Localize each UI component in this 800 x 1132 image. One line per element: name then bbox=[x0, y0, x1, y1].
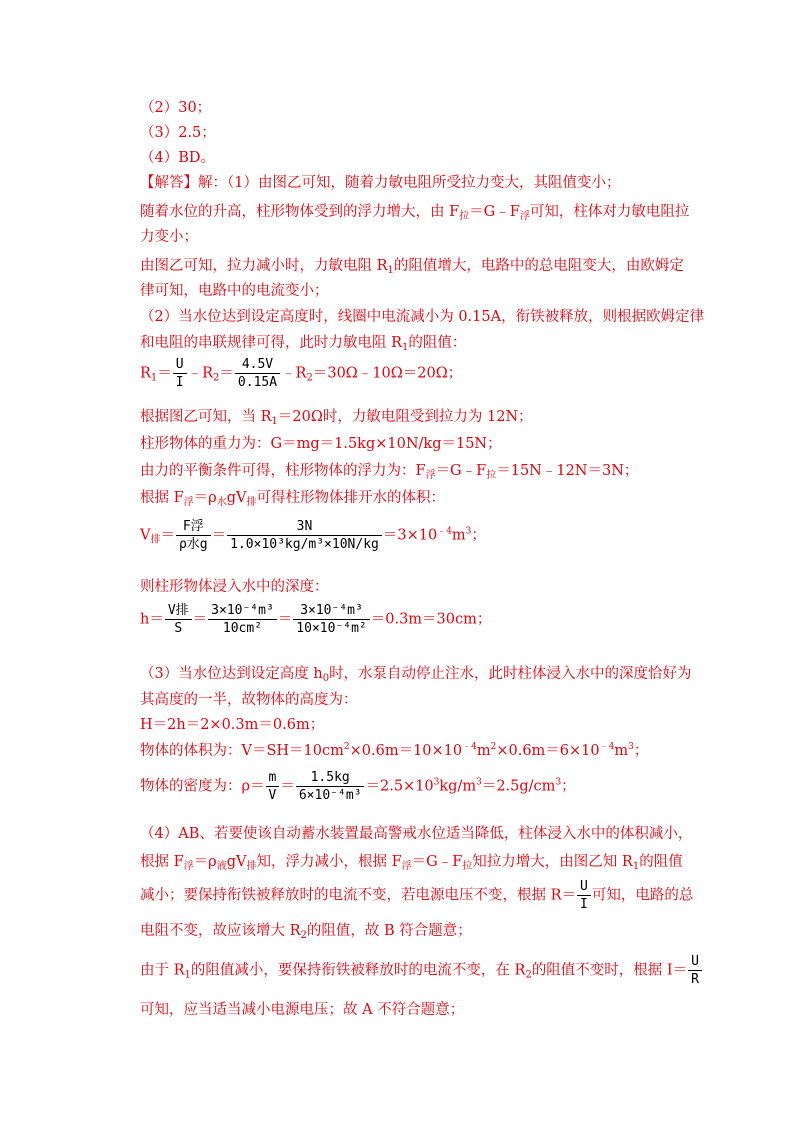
formula-r1: $R_1=$ $\frac{U}{I}$ $﹣R_2=$ $\frac{4.5V}{0.15A}$ $﹣R_2=30\Omega﹣10\Omega=20\Omega$； bbox=[140, 357, 463, 390]
solution-line-20: 可知，应当适当减小电源电压；故 A 不符合题意； bbox=[140, 1002, 465, 1018]
solution-line-9: 柱形物体的重力为：G＝mg＝1.5kg×10N/kg＝15N； bbox=[140, 436, 502, 452]
fraction-volume-over-area: $\frac{\text{3×10⁻⁴m³}}{\text{10cm²}}$ bbox=[208, 602, 277, 637]
solution-line-2: 随着水位的升高，柱形物体受到的浮力增大，由 $F_拉=G﹣F_浮$可知，柱体对力敏电阻拉 bbox=[140, 204, 690, 222]
answer-2: （2）30； bbox=[140, 100, 212, 116]
fraction-voltage-over-current: $\frac{4.5V}{0.15A}$ bbox=[235, 356, 280, 391]
solution-tag: 【解答】 bbox=[140, 175, 198, 191]
answer-4: （4）BD。 bbox=[140, 150, 216, 166]
fraction-buoyancy-over-density: F浮 ρ水g bbox=[176, 518, 211, 553]
solution-line-16: 物体的体积为：$V=SH=10cm^2\times 0.6m=10\times 10^{﹣4}m^2\times 0.6m=6\times 10^{﹣4}m^3$； bbox=[140, 742, 649, 759]
fraction-m-over-v: $\frac{m}{V}$ bbox=[266, 769, 280, 804]
fraction-u-over-i-2: $\frac{U}{I}$ bbox=[577, 878, 591, 913]
formula-depth: h＝ V排 S ＝ $\frac{\text{3×10⁻⁴m³}}{\text{10cm²}}$ ＝ $\frac{\text{3×10⁻⁴m³}}{\text{10×10⁻⁴m²}}$ ＝0.3m＝30cm； bbox=[140, 603, 492, 636]
solution-line-11: 根据 $F_浮=\rho_水gV_排$可得柱形物体排开水的体积： bbox=[140, 490, 445, 508]
solution-line-3: 力变小； bbox=[140, 229, 198, 245]
solution-line-8: 根据图乙可知，当 $R_1=20\Omega$时，力敏电阻受到拉力为 12N； bbox=[140, 409, 533, 427]
fraction-volume-over-area-si: $\frac{\text{3×10⁻⁴m³}}{\text{10×10⁻⁴m²}}$ bbox=[293, 602, 369, 637]
solution-line-10: 由力的平衡条件可得，柱形物体的浮力为：$F_浮=G﹣F_拉=15N﹣12N=3N$； bbox=[140, 463, 639, 481]
solution-line-4: 由图乙可知，拉力减小时，力敏电阻 $R_1$的阻值增大，电路中的总电阻变大，由欧姆定 bbox=[140, 258, 684, 276]
solution-line-formula-i: 由于 $R_1$的阻值减小，要保持衔铁被释放时的电流不变，在 $R_2$的阻值不变时，根据 I＝ $\frac{U}{R}$ bbox=[140, 953, 703, 988]
solution-line-formula-r: 减小；要保持衔铁被释放时的电流不变，若电源电压不变，根据 R＝ $\frac{U}{I}$ 可知，电路的总 bbox=[140, 879, 694, 912]
solution-line-12: 则柱形物体浸入水中的深度： bbox=[140, 579, 329, 595]
answer-3: （3）2.5； bbox=[140, 125, 216, 141]
fraction-v-over-s: V排 S bbox=[165, 602, 192, 637]
solution-line-15: H＝2h＝2×0.3m＝0.6m； bbox=[140, 717, 325, 733]
formula-v-displaced: $V_排=$ F浮 ρ水g ＝ $\frac{3N}{\text{1.0×10³kg/m³×10N/kg}}$ $=3\times 10^{﹣4}m^3$； bbox=[140, 519, 486, 552]
solution-line-17: （4）AB、若要使该自动蓄水装置最高警戒水位适当降低，柱体浸入水中的体积减小， bbox=[140, 826, 693, 842]
fraction-mass-over-volume: $\frac{1.5kg}{\text{6×10⁻⁴m³}}$ bbox=[296, 769, 365, 804]
solution-line-19: 电阻不变，故应该增大 $R_2$的阻值，故 B 符合题意； bbox=[140, 923, 472, 941]
solution-line-18: 根据 $F_浮=\rho_液gV_排$知，浮力减小，根据 $F_浮=G﹣F_拉$知拉力增大，由图乙知 $R_1$的阻值 bbox=[140, 854, 683, 872]
solution-line-13: （3）当水位达到设定高度 $h_0$时，水泵自动停止注水，此时柱体浸入水中的深度恰好为 bbox=[140, 666, 692, 684]
solution-line-6: （2）当水位达到设定高度时，线圈中电流减小为 0.15A，衔铁被释放，则根据欧姆定律 bbox=[140, 309, 705, 325]
solution-line-5: 律可知，电路中的电流变小； bbox=[140, 283, 329, 299]
solution-line-1: 【解答】解：（1）由图乙可知，随着力敏电阻所受拉力变大，其阻值变小； bbox=[140, 175, 621, 191]
solution-line-14: 其高度的一半，故物体的高度为： bbox=[140, 692, 358, 708]
fraction-u-over-r: $\frac{U}{R}$ bbox=[688, 953, 702, 988]
fraction-u-over-i: $\frac{U}{I}$ bbox=[173, 356, 187, 391]
formula-density: 物体的密度为：ρ＝ $\frac{m}{V}$ ＝ $\frac{1.5kg}{\text{6×10⁻⁴m³}}$ $=2.5\times 10^3kg/m^3=2.5g/cm^3$； bbox=[140, 770, 576, 803]
fraction-3n-over-denominator: $\frac{3N}{\text{1.0×10³kg/m³×10N/kg}}$ bbox=[227, 518, 382, 553]
solution-line-7: 和电阻的串联规律可得，此时力敏电阻 $R_1$的阻值： bbox=[140, 335, 467, 353]
